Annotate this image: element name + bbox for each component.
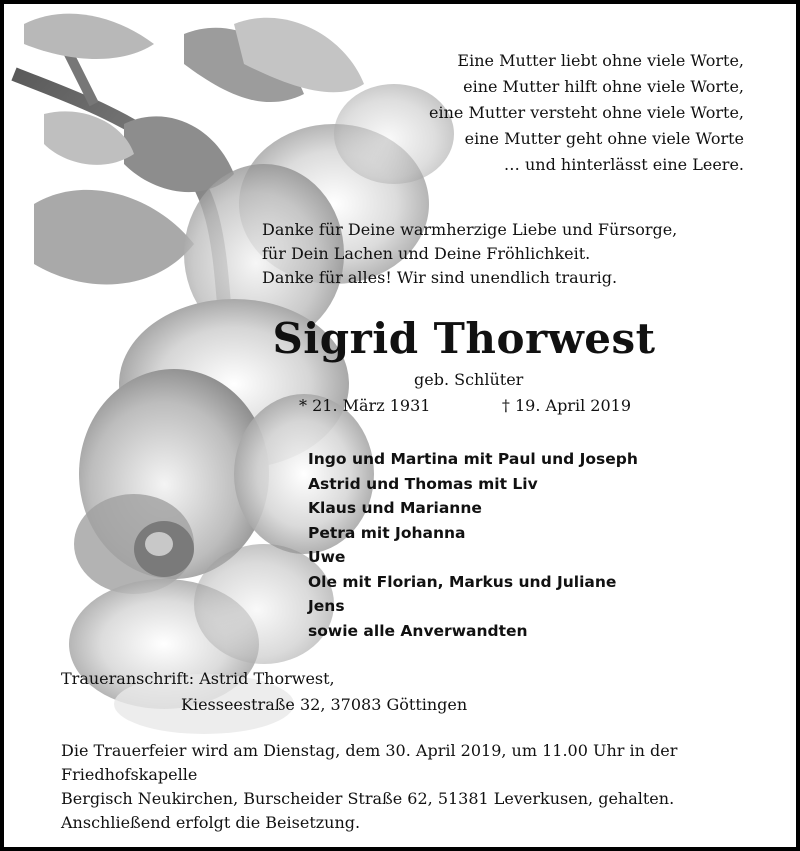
thanks-line: für Dein Lachen und Deine Fröhlichkeit. xyxy=(262,244,591,263)
poem-line: eine Mutter hilft ohne viele Worte, xyxy=(463,77,744,96)
ceremony-line: Die Trauerfeier wird am Dienstag, dem 30. April 2019, um 11.00 Uhr in der Friedhofskapelle xyxy=(61,741,678,784)
address-line: Traueranschrift: Astrid Thorwest, xyxy=(61,669,335,688)
family-member: Astrid und Thomas mit Liv xyxy=(308,474,538,493)
deceased-name: Sigrid Thorwest xyxy=(272,314,656,363)
ceremony-line: Anschließend erfolgt die Beisetzung. xyxy=(61,813,361,832)
family-list xyxy=(308,447,638,643)
family-member: Uwe xyxy=(308,548,346,566)
family-member: Ingo und Martina mit Paul und Joseph xyxy=(308,450,638,468)
thanks-line: Danke für Deine warmherzige Liebe und Fürsorge, xyxy=(262,220,678,239)
family-member: Jens xyxy=(308,597,345,615)
address-street: Kiesseestraße 32, 37083 Göttingen xyxy=(181,695,468,714)
family-member: Ole mit Florian, Markus und Juliane xyxy=(308,572,617,591)
ceremony-info xyxy=(61,739,796,835)
birth-date: * 21. März 1931 xyxy=(299,396,431,415)
family-member: sowie alle Anverwandten xyxy=(308,621,528,640)
family-member: Petra mit Johanna xyxy=(308,523,466,542)
death-date: † 19. April 2019 xyxy=(501,396,631,415)
thanks-text xyxy=(262,218,677,290)
poem-line: Eine Mutter liebt ohne viele Worte, xyxy=(457,51,744,70)
ceremony-line: Bergisch Neukirchen, Burscheider Straße 62, 51381 Leverkusen, gehalten. xyxy=(61,789,675,808)
birth-name: geb. Schlüter xyxy=(414,370,524,389)
poem-line: eine Mutter geht ohne viele Worte xyxy=(464,129,744,148)
poem-line: … und hinterlässt eine Leere. xyxy=(503,155,744,174)
poem xyxy=(429,48,744,178)
thanks-line: Danke für alles! Wir sind unendlich traurig. xyxy=(262,268,618,287)
family-member: Klaus und Marianne xyxy=(308,499,482,517)
mourning-address xyxy=(61,666,467,718)
poem-line: eine Mutter versteht ohne viele Worte, xyxy=(429,103,744,122)
